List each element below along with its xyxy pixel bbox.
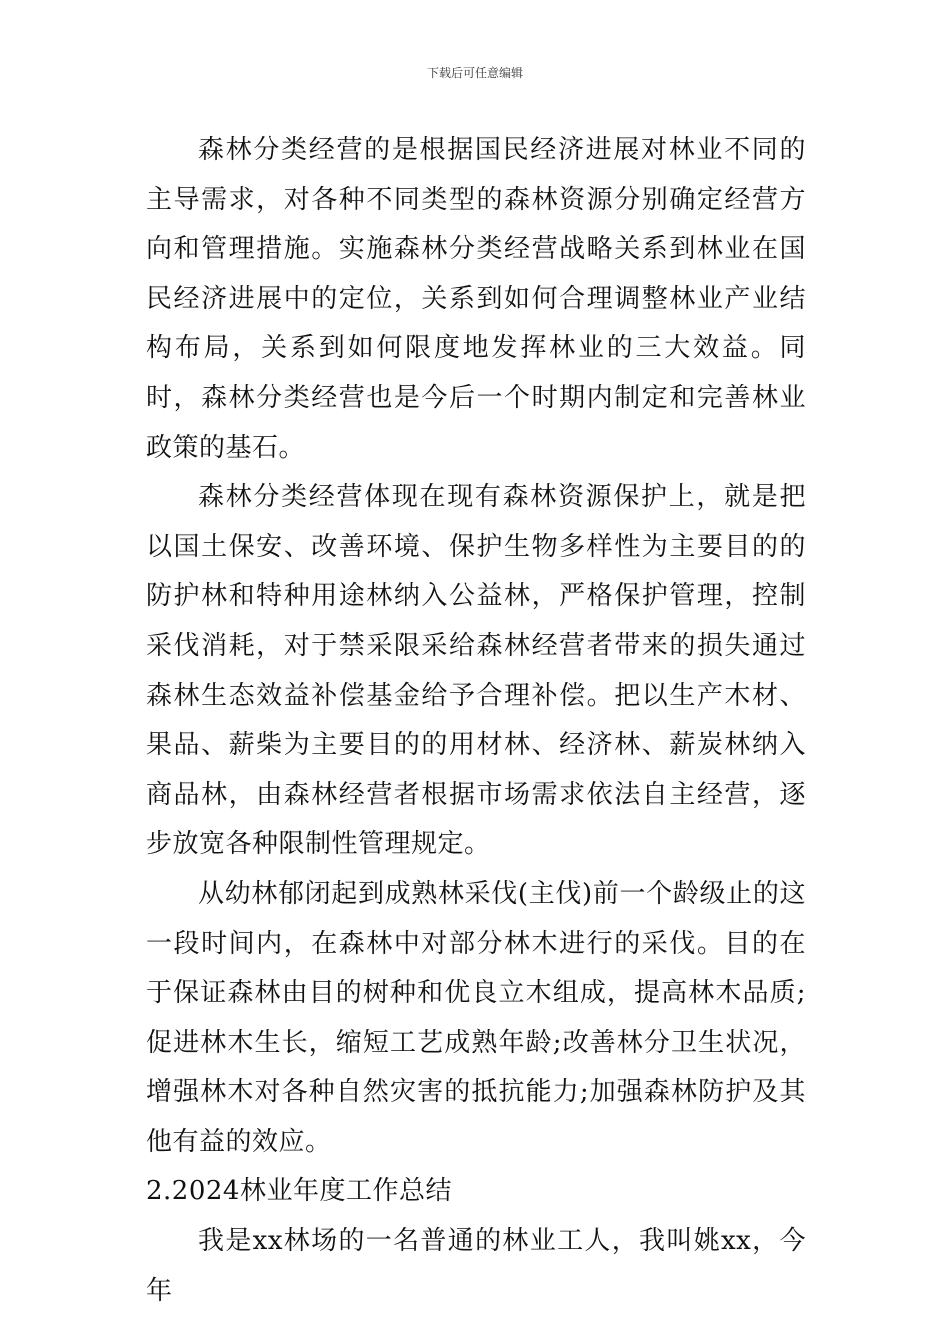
paragraph-thinning: 从幼林郁闭起到成熟林采伐(主伐)前一个龄级止的这一段时间内，在森林中对部分林木进行的采伐。目的在于保证森林由目的树种和优良立木组成，提高林木品质;促进林木生长，缩短工艺成熟年龄;改善林分卫生状况，增强林木对各种自然灾害的抵抗能力;加强森林防护及其他有益的效应。 [146,878,806,1157]
paragraph-forest-classification: 森林分类经营的是根据国民经济进展对林业不同的主导需求，对各种不同类型的森林资源分别确定经营方向和管理措施。实施森林分类经营战略关系到林业在国民经济进展中的定位，关系到如何合理调整林业产业结构布局，关系到如何限度地发挥林业的三大效益。同时，森林分类经营也是今后一个时期内制定和完善林业政策的基石。 [146,135,806,463]
section-heading: 2.2024林业年度工作总结 [146,1176,452,1207]
document-body [146,126,806,1316]
page-header-note: 下载后可任意编辑 [426,66,523,80]
paragraph-introduction: 我是xx林场的一名普通的林业工人，我叫姚xx，今年 [146,1226,806,1306]
paragraph-resource-protection: 森林分类经营体现在现有森林资源保护上，就是把以国土保安、改善环境、保护生物多样性为主要目的的防护林和特种用途林纳入公益林，严格保护管理，控制采伐消耗，对于禁采限采给森林经营者带来的损失通过森林生态效益补偿基金给予合理补偿。把以生产木材、果品、薪柴为主要目的的用材林、经济林、薪炭林纳入商品林，由森林经营者根据市场需求依法自主经营，逐步放宽各种限制性管理规定。 [146,482,806,860]
